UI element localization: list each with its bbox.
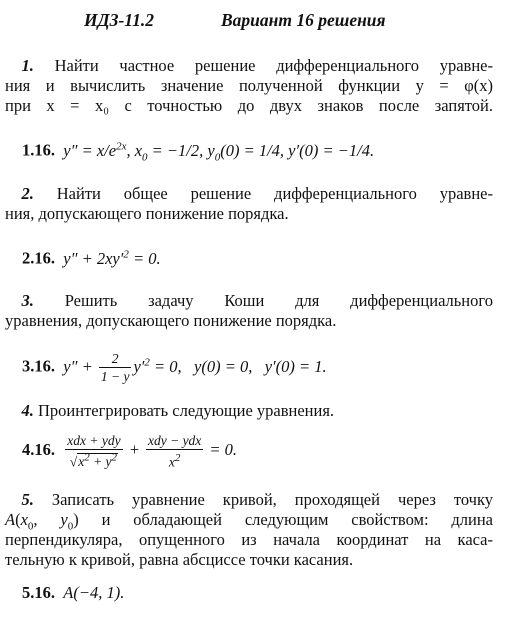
task-1-line-2: ния и вычислить значение полученной функции y = φ(x) bbox=[5, 76, 493, 95]
task-2-text bbox=[5, 184, 493, 204]
problem-5-number: 5.16. bbox=[22, 583, 55, 602]
task-5-line-2: $A(x_0$, $y_0$) и обладающей следующим свойством: длина bbox=[5, 510, 494, 533]
problem-5 bbox=[22, 583, 124, 603]
task-2-number: 2. bbox=[21, 184, 34, 203]
task-4-number: 4. bbox=[21, 401, 34, 420]
task-5-line-4: тельную к кривой, равна абсциссе точки касания. bbox=[5, 550, 354, 569]
task-1-number: 1. bbox=[21, 56, 34, 75]
problem-5-equation: A(−4, 1). bbox=[63, 583, 125, 602]
problem-3-number: 3.16. bbox=[22, 356, 55, 376]
task-2-line-1: Найти общее решение дифференциального уравне- bbox=[56, 184, 493, 203]
task-3-line-1: Решить задачу Коши для дифференциального bbox=[64, 291, 493, 310]
task-5-text bbox=[5, 490, 493, 510]
problem-2-number: 2.16. bbox=[22, 248, 55, 268]
task-1-line-3: при x = x₀ с точностью до двух знаков после запятой. bbox=[5, 96, 493, 115]
problem-3 bbox=[22, 344, 327, 385]
task-5-line-1: Записать уравнение кривой, проходящей через точку bbox=[51, 490, 494, 509]
task-3-number: 3. bbox=[21, 291, 34, 310]
task-1-text bbox=[5, 56, 493, 76]
task-2-line-2: ния, допускающего понижение порядка. bbox=[5, 204, 289, 223]
task-4-line-1: Проинтегрировать следующие уравнения. bbox=[38, 401, 335, 420]
problem-4-equation: $\frac{\text{xdx + ydy}}{√x^2 + y^2}$ + $\frac{\text{xdy − ydx}}{x^2}$ = 0. bbox=[67, 432, 238, 470]
problem-4-number: 4.16. bbox=[22, 440, 55, 459]
task-5-number: 5. bbox=[21, 490, 34, 509]
problem-4 bbox=[22, 428, 237, 472]
problem-1-number: 1.16. bbox=[22, 140, 55, 160]
task-4-text bbox=[5, 401, 334, 421]
task-3-line-2: уравнения, допускающего понижение порядка. bbox=[5, 311, 337, 330]
assignment-code: ИДЗ-11.2 bbox=[84, 10, 154, 30]
task-5-line-3: перпендикуляра, опущенного из начала координат на каса- bbox=[5, 530, 493, 549]
problem-2-equation: $y'' + 2xy'^2 = 0$. bbox=[63, 248, 161, 268]
task-1-line-1: Найти частное решение дифференциального уравне- bbox=[54, 56, 493, 75]
problem-2 bbox=[22, 244, 161, 269]
variant-title: Вариант 16 решения bbox=[221, 10, 386, 30]
problem-3-equation: y″ + $\frac{2}{1 - y}$ $y'^2 = 0$, y(0) = 0, y′(0) = 1. bbox=[63, 351, 327, 385]
problem-1 bbox=[22, 136, 374, 167]
problem-1-equation: $y'' = x/e^{2x}$, $x_0 = -1/2$, $y_0(0) = 1/4$, y′(0) = −1/4. bbox=[63, 140, 375, 163]
task-3-text bbox=[5, 291, 493, 311]
